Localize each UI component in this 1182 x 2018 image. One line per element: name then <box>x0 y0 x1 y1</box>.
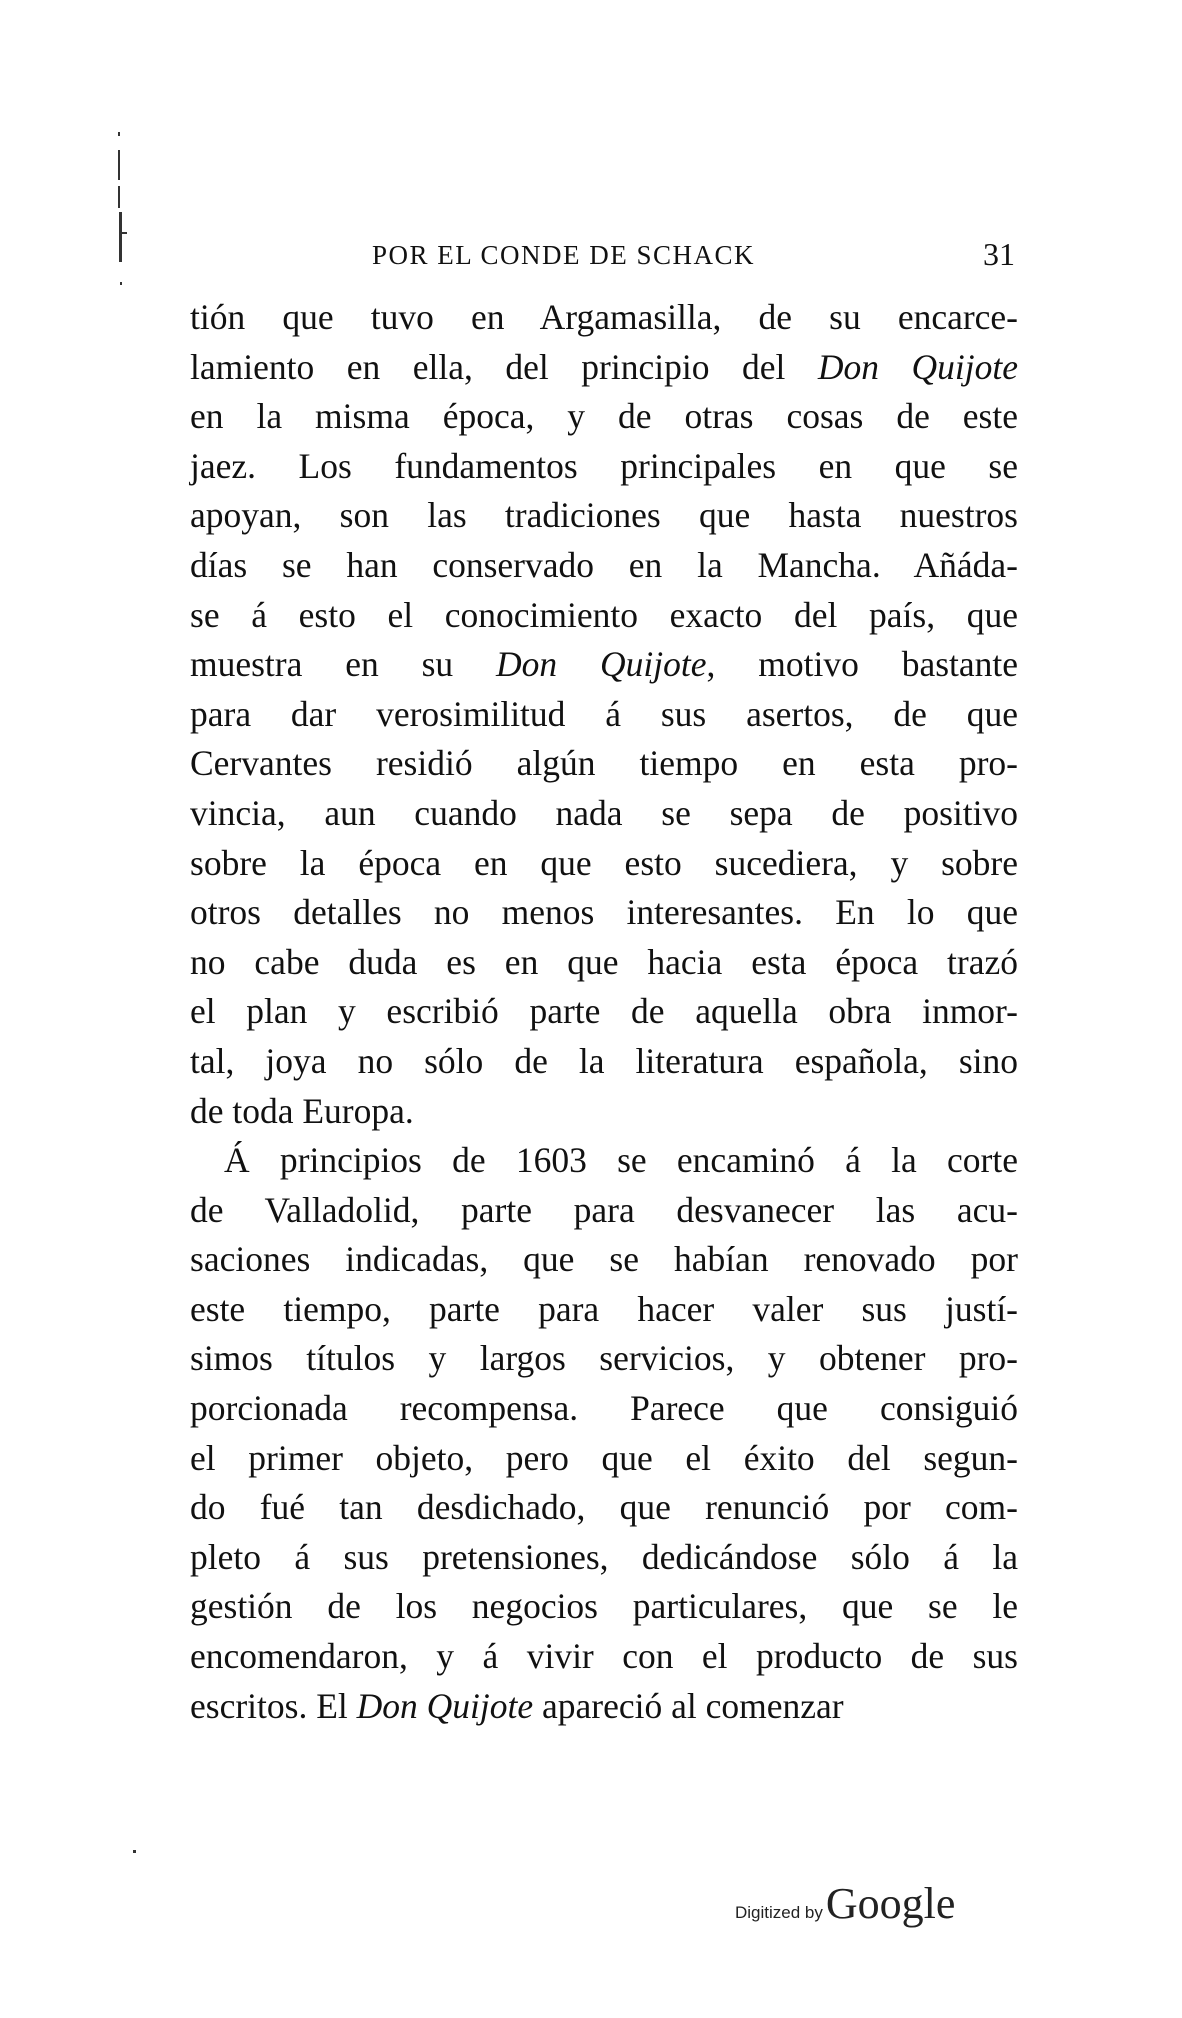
paragraph <box>190 1136 1018 1731</box>
text-line <box>190 293 1018 343</box>
paragraph <box>190 293 1018 1136</box>
text-line <box>190 541 1018 591</box>
text-line <box>190 739 1018 789</box>
text-run: el primer objeto, pero que el éxito del segun- <box>190 1437 1018 1478</box>
text-run: apareció al comenzar <box>533 1685 844 1726</box>
digitized-watermark <box>735 1878 955 1929</box>
google-logo: Google <box>825 1879 956 1928</box>
text-run: días se han conservado en la Mancha. Añáda- <box>190 544 1018 585</box>
text-line <box>190 1582 1018 1632</box>
text-line <box>190 1632 1018 1682</box>
text-line <box>190 1483 1018 1533</box>
text-run: do fué tan desdichado, que renunció por com- <box>190 1487 1018 1528</box>
text-run: tión que tuvo en Argamasilla, de su encarce- <box>190 297 1018 337</box>
text-run: otros detalles no menos interesantes. En lo que <box>190 892 1018 933</box>
page-number: 31 <box>983 236 1015 272</box>
text-run: de toda Europa. <box>190 1090 414 1131</box>
text-line <box>190 392 1018 442</box>
scan-edge-mark <box>118 186 120 208</box>
running-head <box>190 236 1015 280</box>
scan-edge-mark <box>119 212 122 262</box>
text-line <box>190 1533 1018 1583</box>
body-text <box>190 293 1018 1731</box>
text-run: Á principios de 1603 se encaminó á la corte <box>224 1140 1018 1181</box>
text-line <box>190 839 1018 889</box>
text-run: porcionada recompensa. Parece que consiguió <box>190 1388 1018 1429</box>
text-line <box>190 938 1018 988</box>
text-run: sobre la época en que esto sucediera, y sobre <box>190 842 1018 883</box>
text-run: en la misma época, y de otras cosas de este <box>190 396 1018 437</box>
text-run: gestión de los negocios particulares, que se le <box>190 1586 1018 1627</box>
text-run: para dar verosimilitud á sus asertos, de que <box>190 693 1018 734</box>
text-run: de Valladolid, parte para desvanecer las acu- <box>190 1189 1018 1230</box>
text-run: escritos. El <box>190 1685 357 1726</box>
text-line <box>190 789 1018 839</box>
text-run: vincia, aun cuando nada se sepa de positivo <box>190 792 1018 833</box>
text-run: encomendaron, y á vivir con el producto de sus <box>190 1636 1018 1677</box>
text-run: simos títulos y largos servicios, y obtener pro- <box>190 1338 1018 1379</box>
scan-edge-mark <box>118 132 120 136</box>
text-run: saciones indicadas, que se habían renovado por <box>190 1239 1018 1280</box>
text-run: se á esto el conocimiento exacto del país, que <box>190 594 1018 635</box>
text-line <box>190 1384 1018 1434</box>
scan-edge-mark <box>118 150 120 180</box>
text-line <box>190 690 1018 740</box>
text-run: Cervantes residió algún tiempo en esta pro- <box>190 743 1018 784</box>
scan-edge-mark <box>119 232 127 234</box>
italic-title: Don Quijote <box>496 644 707 685</box>
text-run: jaez. Los fundamentos principales en que se <box>190 445 1018 486</box>
running-title: POR EL CONDE DE SCHACK <box>372 240 756 270</box>
text-line <box>190 888 1018 938</box>
text-line <box>190 1136 1018 1186</box>
text-line <box>190 591 1018 641</box>
text-run: pleto á sus pretensiones, dedicándose sólo á la <box>190 1536 1018 1577</box>
text-run: muestra en su <box>190 644 497 685</box>
text-line <box>190 1235 1018 1285</box>
text-line <box>190 987 1018 1037</box>
text-line <box>190 1334 1018 1384</box>
text-line <box>190 1186 1018 1236</box>
text-run: tal, joya no sólo de la literatura española, sino <box>190 1040 1018 1081</box>
text-line <box>190 1285 1018 1335</box>
text-run: el plan y escribió parte de aquella obra inmor- <box>190 991 1018 1032</box>
text-run: , motivo bastante <box>706 644 1019 685</box>
text-run: lamiento en ella, del principio del <box>190 346 818 387</box>
text-line <box>190 1087 1018 1137</box>
text-line <box>190 640 1018 690</box>
watermark-caption: Digitized by <box>735 1903 823 1922</box>
text-run: apoyan, son las tradiciones que hasta nuestros <box>190 495 1018 536</box>
scan-edge-mark <box>133 1850 136 1853</box>
text-line <box>190 343 1018 393</box>
text-line <box>190 1037 1018 1087</box>
text-line <box>190 491 1018 541</box>
text-run: este tiempo, parte para hacer valer sus justí- <box>190 1288 1018 1329</box>
text-line <box>190 1434 1018 1484</box>
text-run: no cabe duda es en que hacia esta época trazó <box>190 941 1018 982</box>
scan-edge-mark <box>120 282 122 285</box>
text-line <box>190 1682 1018 1732</box>
italic-title: Don Quijote <box>817 346 1018 387</box>
italic-title: Don Quijote <box>356 1685 534 1726</box>
text-line <box>190 442 1018 492</box>
